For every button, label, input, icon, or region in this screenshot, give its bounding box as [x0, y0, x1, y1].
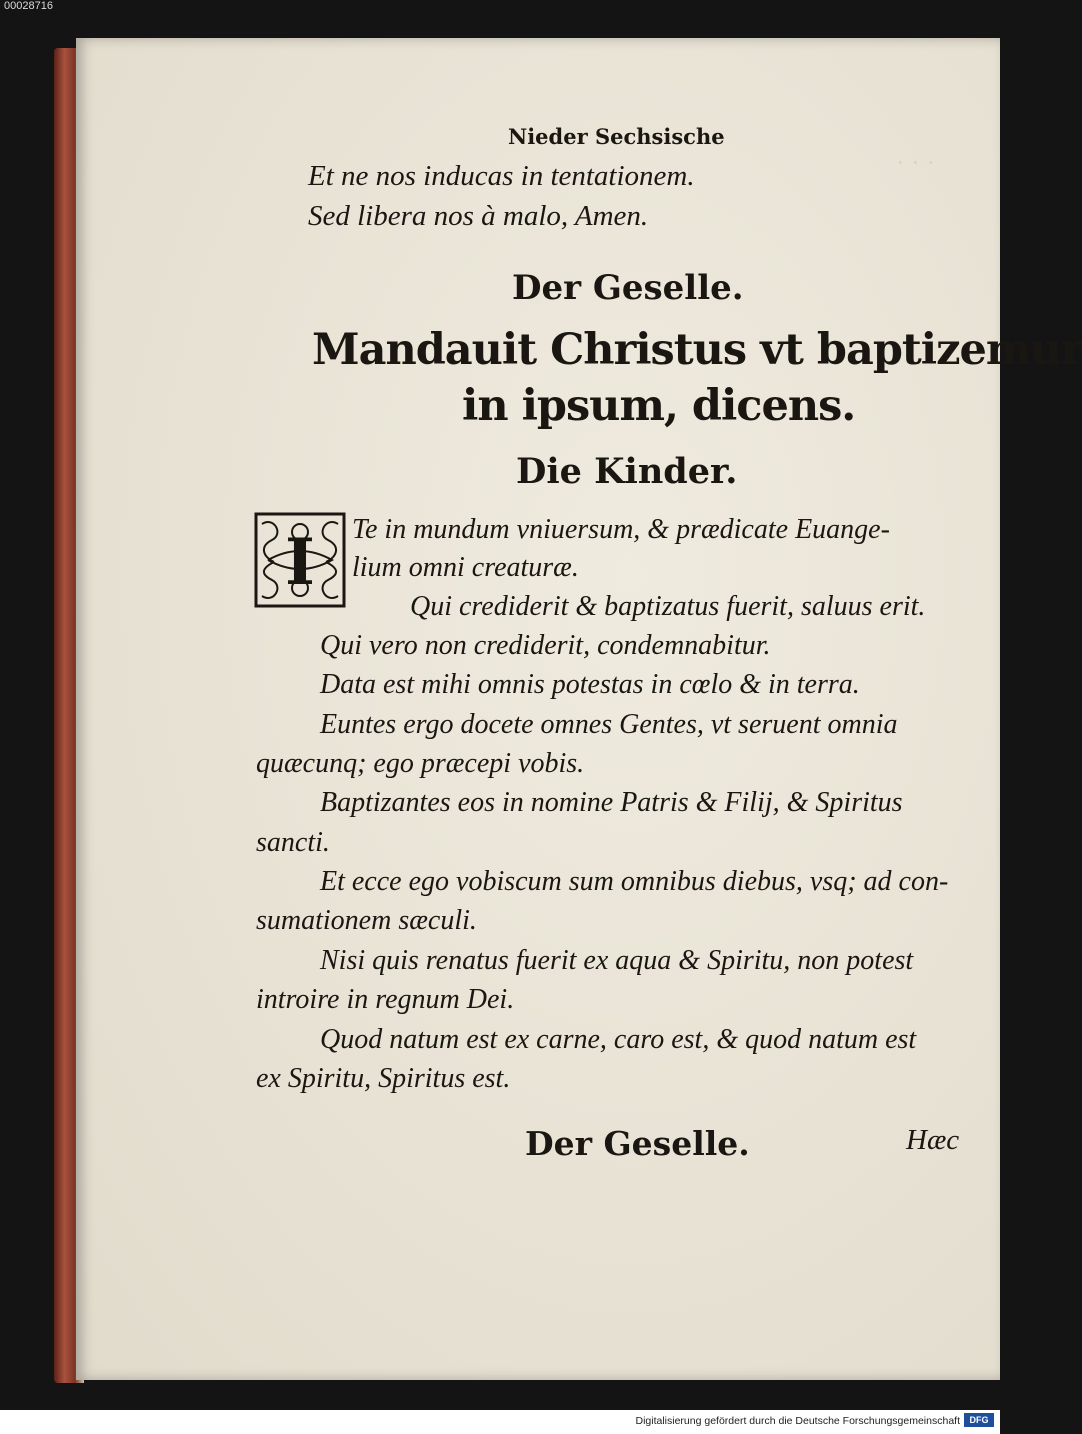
prayer-line: Et ne nos inducas in tentationem. [308, 160, 695, 192]
body-line: Qui vero non crediderit, condemnabitur. [320, 630, 771, 661]
body-line: sumationem sæculi. [256, 905, 477, 936]
body-line: ex Spiritu, Spiritus est. [256, 1063, 511, 1094]
body-line: Data est mihi omnis potestas in cœlo & in terra. [320, 669, 860, 700]
prayer-line: Sed libera nos à malo, Amen. [308, 200, 649, 232]
digitization-credit: Digitalisierung gefördert durch die Deutsche Forschungsgemeinschaft [635, 1415, 960, 1427]
show-through: · · · [896, 148, 935, 177]
catchword: Hæc [906, 1124, 960, 1156]
speaker-heading: Der Geselle. [525, 1124, 750, 1163]
decorated-initial [254, 512, 346, 608]
speaker-heading: Der Geselle. [512, 268, 744, 308]
speaker-heading: Die Kinder. [516, 451, 738, 492]
body-line: Euntes ergo docete omnes Gentes, vt seruent omnia [320, 709, 898, 740]
dfg-logo: DFG [964, 1413, 994, 1427]
body-line: quæcunq; ego præcepi vobis. [256, 748, 585, 779]
body-line: sancti. [256, 827, 330, 858]
initial-letter: I [285, 525, 315, 600]
scan-id: 00028716 [4, 0, 53, 12]
main-heading-line: Mandauit Christus vt baptizemur [312, 325, 1082, 375]
body-line: lium omni creaturæ. [352, 552, 579, 583]
body-line: Et ecce ego vobiscum sum omnibus diebus, vsq; ad con- [320, 866, 949, 897]
body-line: Qui crediderit & baptizatus fuerit, saluus erit. [410, 591, 926, 622]
body-line: introire in regnum Dei. [256, 984, 515, 1015]
body-line: Te in mundum vniuersum, & prædicate Euange- [352, 514, 890, 545]
body-line: Quod natum est ex carne, caro est, & quod natum est [320, 1024, 917, 1055]
body-line: Baptizantes eos in nomine Patris & Filij, & Spiritus [320, 787, 903, 818]
running-head: Nieder Sechsische [508, 124, 725, 149]
body-line: Nisi quis renatus fuerit ex aqua & Spiritu, non potest [320, 945, 914, 976]
main-heading-line: in ipsum, dicens. [462, 381, 856, 431]
